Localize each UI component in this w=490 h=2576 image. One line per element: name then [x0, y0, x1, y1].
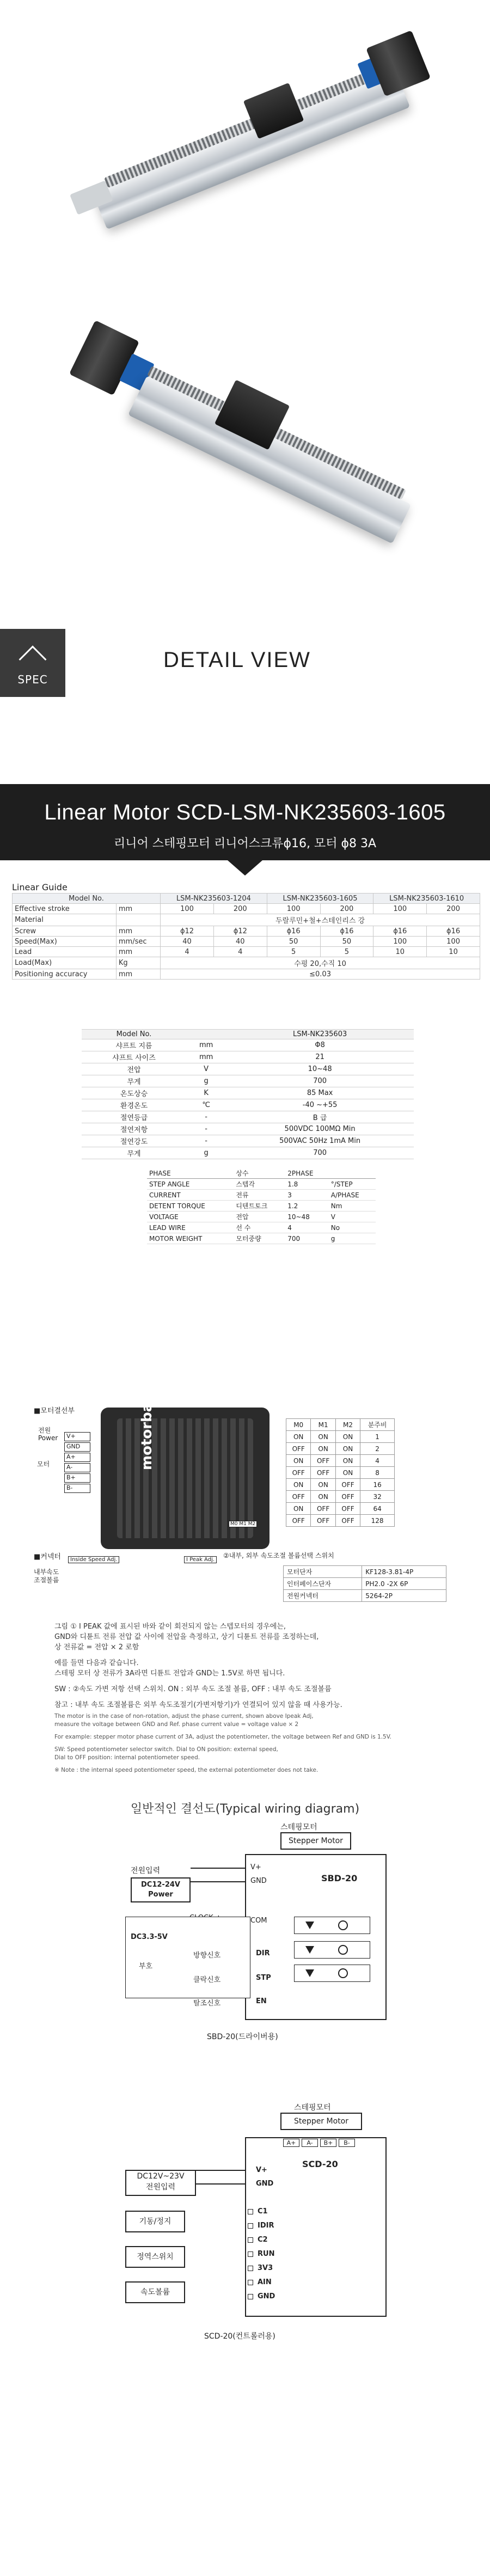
- dir-signal-label: 방향신호: [193, 1951, 221, 1960]
- row-unit: Kg: [116, 957, 160, 969]
- row-value: 100: [427, 937, 480, 947]
- table-cell: 32: [360, 1491, 395, 1503]
- scd-pin: C2: [248, 2234, 275, 2248]
- note-line: GND와 디튠트 전류 전압 값 사이에 전압을 측정하고, 상기 디튠트 전류를 조정하는데,: [54, 1633, 319, 1641]
- table-cell: -: [186, 1111, 226, 1123]
- table-row: [286, 1515, 395, 1527]
- table-cell: ON: [286, 1455, 311, 1467]
- row-value: ϕ16: [373, 926, 427, 937]
- row-name: Load(Max): [13, 957, 117, 969]
- table-cell: CURRENT: [147, 1190, 234, 1201]
- pin-label: GND: [64, 1442, 90, 1452]
- table-cell: 5264-2P: [362, 1590, 446, 1602]
- power-box: DC12-24V Power: [131, 1877, 191, 1902]
- transistor-icon: [338, 1968, 348, 1978]
- pin-terminal-icon: [248, 2251, 253, 2257]
- row-name: Speed(Max): [13, 937, 117, 947]
- table-cell: K: [186, 1087, 226, 1099]
- note-line-en: Dial to OFF position: internal potentiometer speed.: [54, 1754, 200, 1761]
- stepper-motor-box-2: Stepper Motor: [280, 2113, 362, 2130]
- row-value: 4: [161, 947, 214, 957]
- scd-pin: 3V3: [248, 2262, 275, 2276]
- row-unit: mm: [116, 926, 160, 937]
- table-cell: 선 수: [234, 1222, 285, 1233]
- table-cell: ON: [335, 1431, 360, 1443]
- table-cell: 모터중량: [234, 1233, 285, 1244]
- en-signal-label: 탈조신호: [193, 1999, 221, 2008]
- row-value: ϕ12: [213, 926, 267, 937]
- table-cell: 인터페이스단자: [284, 1578, 362, 1590]
- row-name: Lead: [13, 947, 117, 957]
- table-row: [82, 1087, 414, 1099]
- table-cell: 64: [360, 1503, 395, 1515]
- table-cell: OFF: [335, 1491, 360, 1503]
- pin-gnd-2: GND: [256, 2180, 274, 2188]
- table-cell: 2: [360, 1443, 395, 1455]
- pin-label: B-: [64, 1484, 90, 1493]
- pin-terminal-icon: [248, 2294, 253, 2299]
- linear-guide-heading: Linear Guide: [12, 882, 68, 892]
- motor-pin: A-: [302, 2139, 318, 2147]
- pin-label: V+: [64, 1432, 90, 1441]
- optocoupler-group: [294, 1917, 376, 2012]
- table-cell: 전류: [234, 1190, 285, 1201]
- note-line-en: The motor is in the case of non-rotation, adjust the phase current, shown above Ipeak Adj,: [54, 1713, 314, 1720]
- table-row: [286, 1443, 395, 1455]
- note-line: 참고 : 내부 속도 조절볼륨은 외부 속도조절기(가변저항기)가 연결되어 있지 않을 때 사용가능.: [54, 1701, 342, 1709]
- note-line-en: For example: stepper motor phase current of 3A, adjust the potentiometer, the voltage between Ref and GND is 1.5V.: [54, 1734, 391, 1740]
- table-row: [286, 1503, 395, 1515]
- m-switch-label: M0 M1 M2: [229, 1521, 257, 1527]
- table-cell: 모터단자: [284, 1566, 362, 1578]
- table-cell: -40 ~+55: [226, 1099, 414, 1111]
- title-band: [0, 784, 490, 860]
- table-cell: -: [186, 1135, 226, 1147]
- table-row: [286, 1431, 395, 1443]
- scd20-pin-list: [248, 2205, 275, 2304]
- model-cell: LSM-NK235603-1605: [267, 894, 373, 904]
- note-line-en: ※ Note : the internal speed potentiometer speed, the external potentiometer does not take.: [54, 1767, 318, 1773]
- note-line: 그림 ① I PEAK 값에 표시된 바와 같이 회전되지 않는 스텝모터의 경우에는,: [54, 1623, 286, 1631]
- table-cell: ON: [311, 1491, 335, 1503]
- scd-pin: RUN: [248, 2248, 275, 2262]
- power-label: 전원 Power: [38, 1427, 58, 1442]
- table-header: 분주비: [360, 1419, 395, 1431]
- pin-vplus: V+: [250, 1863, 261, 1871]
- pin-en: EN: [256, 1997, 267, 2005]
- notes-ko: [54, 1622, 446, 1710]
- row-value: 40: [161, 937, 214, 947]
- table-cell: 4: [360, 1455, 395, 1467]
- table-row: [82, 1111, 414, 1123]
- table-row: [13, 957, 480, 969]
- note-line: SW : ②속도 가변 저항 선택 스위치. ON : 외부 속도 조절 볼륨, OFF : 내부 속도 조절볼륨: [54, 1685, 332, 1693]
- row-span: ≤0.03: [161, 969, 480, 980]
- clock-signal-label: 클락신호: [193, 1976, 221, 1984]
- table-row: [147, 1179, 376, 1190]
- table-row: [82, 1123, 414, 1135]
- row-value: 100: [373, 937, 427, 947]
- table-cell: STEP ANGLE: [147, 1179, 234, 1190]
- pin-label: B+: [64, 1473, 90, 1483]
- optocoupler: [294, 1965, 370, 1982]
- speed-switch-note: ②내부, 외부 속도조절 볼륨선택 스위치: [223, 1552, 334, 1559]
- pin-terminal-icon: [248, 2209, 253, 2214]
- table-row: [13, 914, 480, 926]
- table-row: [13, 969, 480, 980]
- table-cell: ON: [311, 1443, 335, 1455]
- table-cell: OFF: [286, 1467, 311, 1479]
- table-cell: 샤프트 사이즈: [82, 1051, 186, 1063]
- table-cell: OFF: [335, 1479, 360, 1491]
- row-value: ϕ16: [320, 926, 373, 937]
- table-cell: OFF: [335, 1515, 360, 1527]
- table-row: [82, 1075, 414, 1087]
- table-row: [286, 1467, 395, 1479]
- table-cell: 10~48: [226, 1063, 414, 1075]
- pin-label: A-: [64, 1463, 90, 1472]
- pin-stp: STP: [256, 1974, 271, 1982]
- driver-board: [101, 1382, 270, 1549]
- table-row: [147, 1233, 376, 1244]
- phase-spec-table: [147, 1168, 376, 1244]
- row-name: Screw: [13, 926, 117, 937]
- table-header: M1: [311, 1419, 335, 1431]
- row-value: 200: [427, 904, 480, 914]
- driver-heading: ■모터결선부: [34, 1407, 75, 1415]
- motor-pin: A+: [283, 2139, 299, 2147]
- table-cell: ON: [286, 1503, 311, 1515]
- spec-badge: [0, 629, 65, 697]
- stepper-motor-top-label: 스테핑모터: [280, 1823, 317, 1832]
- title-notch: [228, 860, 262, 876]
- table-cell: -: [186, 1123, 226, 1135]
- table-row: [147, 1201, 376, 1211]
- table-cell: 700: [226, 1075, 414, 1087]
- dc-power-box: DC12V~23V 전원입력: [125, 2170, 196, 2196]
- ipeak-box: I Peak Adj.: [184, 1556, 217, 1563]
- row-unit: mm: [116, 904, 160, 914]
- pin-terminal-icon: [248, 2280, 253, 2285]
- table-cell: 85 Max: [226, 1087, 414, 1099]
- table-cell: Φ8: [226, 1039, 414, 1051]
- row-value: 10: [373, 947, 427, 957]
- scd20-caption: SCD-20(컨트롤러용): [204, 2332, 275, 2341]
- model-label: Model No.: [13, 894, 161, 904]
- detail-view-heading: DETAIL VIEW: [163, 648, 311, 672]
- note-line: 스테핑 모터 상 전류가 3A라면 디튠트 전압과 GND는 1.5V로 하면 됩니다.: [54, 1669, 285, 1678]
- row-span: 수평 20,수직 10: [161, 957, 480, 969]
- connector-table: [283, 1565, 446, 1602]
- table-row: [13, 926, 480, 937]
- row-value: 200: [213, 904, 267, 914]
- scd-pin: AIN: [248, 2276, 275, 2290]
- sbd20-label: SBD-20: [321, 1873, 358, 1883]
- row-span: 두랄루민+철+스테인리스 강: [161, 914, 480, 926]
- table-row: [147, 1168, 376, 1179]
- table-cell: g: [186, 1147, 226, 1159]
- table-cell: 스텝각: [234, 1179, 285, 1190]
- row-value: ϕ16: [427, 926, 480, 937]
- table-cell: OFF: [311, 1515, 335, 1527]
- table-row: [284, 1590, 446, 1602]
- table-row: [82, 1147, 414, 1159]
- table-cell: 절연저항: [82, 1123, 186, 1135]
- table-cell: 128: [360, 1515, 395, 1527]
- table-row: [82, 1063, 414, 1075]
- table-cell: KF128-3.81-4P: [362, 1566, 446, 1578]
- pin-com: COM: [250, 1917, 267, 1925]
- table-cell: OFF: [311, 1467, 335, 1479]
- table-cell: 1.8: [285, 1179, 329, 1190]
- transistor-icon: [338, 1920, 348, 1930]
- row-unit: mm: [116, 947, 160, 957]
- row-value: 40: [213, 937, 267, 947]
- row-value: 100: [267, 904, 320, 914]
- row-name: Material: [13, 914, 117, 926]
- table-row: [13, 937, 480, 947]
- start-stop-box: 기동/정지: [125, 2211, 185, 2232]
- table-cell: 전압: [82, 1063, 186, 1075]
- table-cell: V: [329, 1211, 376, 1222]
- led-icon: [305, 1922, 314, 1929]
- row-value: ϕ16: [267, 926, 320, 937]
- motor-pin: B+: [320, 2139, 336, 2147]
- row-value: ϕ12: [161, 926, 214, 937]
- product-title: Linear Motor SCD-LSM-NK235603-1605: [44, 800, 446, 824]
- pin-label: A+: [64, 1453, 90, 1462]
- stepper-motor-box: Stepper Motor: [280, 1832, 351, 1850]
- row-unit: mm/sec: [116, 937, 160, 947]
- table-cell: 무게: [82, 1147, 186, 1159]
- model-cell: LSM-NK235603-1204: [161, 894, 267, 904]
- sbd20-caption: SBD-20(드라이버용): [207, 2033, 278, 2041]
- table-cell: ON: [311, 1431, 335, 1443]
- table-row: [82, 1099, 414, 1111]
- note-line: 상 전류값 = 전압 × 2 로함: [54, 1643, 139, 1651]
- brand-logo: motorbank: [139, 1382, 155, 1470]
- microstep-table: [286, 1418, 395, 1527]
- optocoupler: [294, 1941, 370, 1959]
- table-row: [147, 1222, 376, 1233]
- product-photo-second: [0, 272, 490, 599]
- table-row: [286, 1479, 395, 1491]
- table-cell: mm: [186, 1039, 226, 1051]
- table-cell: OFF: [286, 1491, 311, 1503]
- scd-pin: IDIR: [248, 2219, 275, 2234]
- table-cell: OFF: [311, 1455, 335, 1467]
- dc-label: DC3.3-5V: [131, 1933, 168, 1941]
- motor-spec-table: [82, 1029, 414, 1159]
- table-cell: 500VAC 50Hz 1mA Min: [226, 1135, 414, 1147]
- row-value: 100: [373, 904, 427, 914]
- connector-heading: ■커넥터: [34, 1553, 61, 1561]
- notes-en: [54, 1712, 446, 1775]
- table-cell: A/PHASE: [329, 1190, 376, 1201]
- table-cell: PHASE: [147, 1168, 234, 1179]
- motor-pin: B-: [339, 2139, 355, 2147]
- table-cell: 16: [360, 1479, 395, 1491]
- spec-label: SPEC: [17, 673, 48, 686]
- table-cell: 디텐트토크: [234, 1201, 285, 1211]
- table-cell: 전압: [234, 1211, 285, 1222]
- table-row: [147, 1211, 376, 1222]
- table-cell: No: [329, 1222, 376, 1233]
- table-cell: 3: [285, 1190, 329, 1201]
- controller-box: [125, 1917, 250, 1998]
- table-cell: 500VDC 100MΩ Min: [226, 1123, 414, 1135]
- table-header: M2: [335, 1419, 360, 1431]
- table-cell: 700: [285, 1233, 329, 1244]
- power-in-label: 전원입력: [131, 1867, 161, 1875]
- pin-block: [64, 1432, 90, 1494]
- motor-label: 모터: [37, 1460, 50, 1468]
- table-cell: ON: [335, 1443, 360, 1455]
- pin-terminal-icon: [248, 2223, 253, 2229]
- table-header: Model No.: [82, 1030, 186, 1039]
- linear-guide-table: [12, 893, 480, 980]
- scd-pin: GND: [248, 2290, 275, 2304]
- row-name: Effective stroke: [13, 904, 117, 914]
- stepper-motor-top-label-2: 스테핑모터: [294, 2103, 331, 2112]
- inside-speed-box: Inside Speed Adj.: [68, 1556, 119, 1563]
- row-value: 5: [267, 947, 320, 957]
- row-value: 200: [320, 904, 373, 914]
- table-cell: OFF: [311, 1503, 335, 1515]
- product-photo-top: [0, 0, 490, 261]
- table-cell: ON: [286, 1479, 311, 1491]
- table-cell: 상수: [234, 1168, 285, 1179]
- row-value: 50: [267, 937, 320, 947]
- table-cell: MOTOR WEIGHT: [147, 1233, 234, 1244]
- table-cell: 21: [226, 1051, 414, 1063]
- pin-gnd: GND: [250, 1877, 267, 1885]
- motor-pins-top: [283, 2139, 355, 2147]
- table-cell: 샤프트 지름: [82, 1039, 186, 1051]
- pin-dir: DIR: [256, 1949, 270, 1957]
- row-value: 10: [427, 947, 480, 957]
- transistor-icon: [338, 1945, 348, 1955]
- table-cell: OFF: [335, 1503, 360, 1515]
- table-row: [284, 1566, 446, 1578]
- table-cell: 700: [226, 1147, 414, 1159]
- table-cell: V: [186, 1063, 226, 1075]
- led-icon: [305, 1946, 314, 1954]
- table-cell: g: [329, 1233, 376, 1244]
- product-subtitle: 리니어 스테핑모터 리니어스크류ϕ16, 모터 ϕ8 3A: [113, 837, 377, 850]
- pin-vplus-2: V+: [256, 2166, 267, 2174]
- table-cell: ON: [311, 1479, 335, 1491]
- table-cell: 1.2: [285, 1201, 329, 1211]
- table-cell: 8: [360, 1467, 395, 1479]
- table-cell: ℃: [186, 1099, 226, 1111]
- speed-volume-box: 속도볼륨: [125, 2281, 185, 2303]
- table-header: [186, 1030, 226, 1039]
- led-icon: [305, 1969, 314, 1977]
- table-row: [82, 1135, 414, 1147]
- note-line: 예를 들면 다음과 같습니다.: [54, 1659, 139, 1667]
- table-cell: 무게: [82, 1075, 186, 1087]
- table-cell: 전원커넥터: [284, 1590, 362, 1602]
- table-cell: 10~48: [285, 1211, 329, 1222]
- table-row: [82, 1051, 414, 1063]
- table-cell: g: [186, 1075, 226, 1087]
- row-value: 100: [161, 904, 214, 914]
- table-row: [284, 1578, 446, 1590]
- row-unit: [116, 914, 160, 926]
- note-line-en: measure the voltage between GND and Ref. phase current value = voltage value × 2: [54, 1721, 299, 1728]
- table-row: [286, 1491, 395, 1503]
- table-cell: OFF: [286, 1443, 311, 1455]
- table-cell: 절연강도: [82, 1135, 186, 1147]
- table-row: [286, 1455, 395, 1467]
- table-cell: B 급: [226, 1111, 414, 1123]
- direction-switch-box: 정역스위치: [125, 2246, 185, 2268]
- row-name: Positioning accuracy: [13, 969, 117, 980]
- row-value: 50: [320, 937, 373, 947]
- table-cell: mm: [186, 1051, 226, 1063]
- note-line-en: SW: Speed potentiometer selector switch. Dial to ON position: external speed,: [54, 1746, 278, 1753]
- table-header: LSM-NK235603: [226, 1030, 414, 1039]
- sign-label: 부호: [139, 1962, 153, 1971]
- table-cell: DETENT TORQUE: [147, 1201, 234, 1211]
- table-cell: 환경온도: [82, 1099, 186, 1111]
- table-cell: OFF: [286, 1515, 311, 1527]
- table-cell: LEAD WIRE: [147, 1222, 234, 1233]
- table-header: M0: [286, 1419, 311, 1431]
- table-cell: 온도상승: [82, 1087, 186, 1099]
- chevron-icon: [19, 646, 47, 674]
- table-cell: ON: [335, 1455, 360, 1467]
- table-row: [13, 904, 480, 914]
- scd20-label: SCD-20: [302, 2159, 338, 2169]
- internal-speed-label: 내부속도 조절볼륨: [34, 1568, 59, 1584]
- pin-terminal-icon: [248, 2237, 253, 2243]
- scd-pin: C1: [248, 2205, 275, 2219]
- table-cell: 1: [360, 1431, 395, 1443]
- table-cell: ON: [335, 1467, 360, 1479]
- table-cell: Nm: [329, 1201, 376, 1211]
- table-row: [82, 1039, 414, 1051]
- table-cell: [329, 1168, 376, 1179]
- row-unit: mm: [116, 969, 160, 980]
- table-cell: °/STEP: [329, 1179, 376, 1190]
- wiring-title: 일반적인 결선도(Typical wiring diagram): [130, 1802, 360, 1816]
- table-cell: VOLTAGE: [147, 1211, 234, 1222]
- optocoupler: [294, 1917, 370, 1934]
- table-cell: 절연등급: [82, 1111, 186, 1123]
- table-cell: PH2.0 -2X 6P: [362, 1578, 446, 1590]
- model-cell: LSM-NK235603-1610: [373, 894, 480, 904]
- table-cell: 2PHASE: [285, 1168, 329, 1179]
- table-row: [147, 1190, 376, 1201]
- row-value: 5: [320, 947, 373, 957]
- table-cell: ON: [286, 1431, 311, 1443]
- table-cell: 4: [285, 1222, 329, 1233]
- table-row: [13, 947, 480, 957]
- row-value: 4: [213, 947, 267, 957]
- pin-terminal-icon: [248, 2266, 253, 2271]
